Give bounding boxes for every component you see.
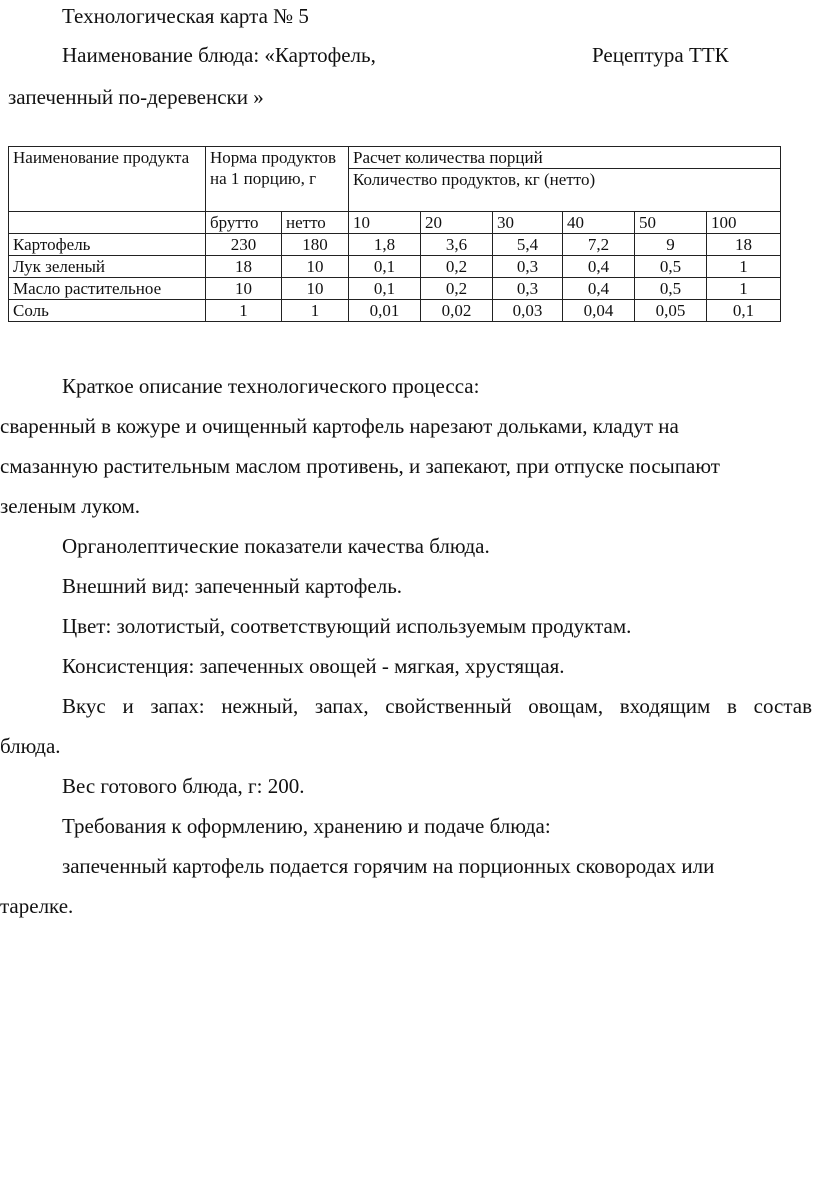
process-section: [0, 366, 812, 926]
requirements-title: Требования к оформлению, хранению и подаче блюда:: [62, 814, 551, 838]
qty-value: 0,05: [635, 300, 707, 322]
portion-10: 10: [349, 212, 421, 234]
brutto-value: 230: [206, 234, 282, 256]
consistency-text: Консистенция: запеченных овощей - мягкая, хрустящая.: [62, 654, 565, 678]
qty-value: 18: [707, 234, 781, 256]
qty-value: 0,02: [421, 300, 493, 322]
qty-value: 9: [635, 234, 707, 256]
serve-text-2: тарелке.: [0, 894, 74, 918]
serve-line-1: [0, 846, 812, 886]
qty-value: 0,5: [635, 256, 707, 278]
header-brutto: брутто: [206, 212, 282, 234]
process-title: Краткое описание технологического процесса:: [62, 374, 480, 398]
portion-40: 40: [563, 212, 635, 234]
recipe-table: [8, 146, 781, 322]
taste-text-2: блюда.: [0, 734, 61, 758]
header-product: Наименование продукта: [9, 147, 206, 212]
table-row: [9, 234, 781, 256]
qty-value: 1,8: [349, 234, 421, 256]
appearance-text: Внешний вид: запеченный картофель.: [62, 574, 403, 598]
card-title: Технологическая карта № 5: [62, 4, 309, 28]
product-name: Масло растительное: [9, 278, 206, 300]
netto-value: 10: [282, 256, 349, 278]
brutto-value: 1: [206, 300, 282, 322]
brutto-value: 18: [206, 256, 282, 278]
qty-value: 0,1: [349, 256, 421, 278]
weight-line: [0, 766, 812, 806]
recipe-label: Рецептура ТТК: [592, 43, 729, 67]
header-calc: Расчет количества порций: [349, 147, 781, 169]
organoleptic-title: Органолептические показатели качества блюда.: [62, 534, 490, 558]
consistency-line: [0, 646, 812, 686]
portion-20: 20: [421, 212, 493, 234]
qty-value: 0,1: [349, 278, 421, 300]
qty-value: 0,2: [421, 256, 493, 278]
product-name: Картофель: [9, 234, 206, 256]
process-text-1: сваренный в кожуре и очищенный картофель нарезают дольками, кладут на: [0, 414, 679, 438]
organoleptic-line: [0, 526, 812, 566]
header-netto: нетто: [282, 212, 349, 234]
qty-value: 3,6: [421, 234, 493, 256]
process-title-line: [0, 366, 812, 406]
taste-text-1: Вкус и запах: нежный, запах, свойственный овощам, входящим в состав: [62, 694, 812, 718]
qty-value: 0,5: [635, 278, 707, 300]
qty-value: 1: [707, 278, 781, 300]
product-name: Лук зеленый: [9, 256, 206, 278]
portion-50: 50: [635, 212, 707, 234]
qty-value: 7,2: [563, 234, 635, 256]
table-row: [9, 300, 781, 322]
qty-value: 0,4: [563, 278, 635, 300]
brutto-value: 10: [206, 278, 282, 300]
netto-value: 1: [282, 300, 349, 322]
qty-value: 0,01: [349, 300, 421, 322]
netto-value: 180: [282, 234, 349, 256]
qty-value: 0,2: [421, 278, 493, 300]
portion-100: 100: [707, 212, 781, 234]
header-norm: Норма продуктов на 1 порцию, г: [206, 147, 349, 212]
dish-name-label: Наименование блюда: «Картофель,: [62, 43, 376, 67]
qty-value: 0,3: [493, 278, 563, 300]
netto-value: 10: [282, 278, 349, 300]
serve-text-1: запеченный картофель подается горячим на порционных сковородах или: [62, 854, 715, 878]
qty-value: 0,1: [707, 300, 781, 322]
qty-value: 0,03: [493, 300, 563, 322]
product-name: Соль: [9, 300, 206, 322]
process-text-2: смазанную растительным маслом противень, и запекают, при отпуске посыпают: [0, 454, 720, 478]
dish-name-continuation: запеченный по-деревенски »: [8, 85, 264, 109]
appearance-line: [0, 566, 812, 606]
color-text: Цвет: золотистый, соответствующий используемым продуктам.: [62, 614, 632, 638]
portion-30: 30: [493, 212, 563, 234]
table-row: [9, 256, 781, 278]
table-row: [9, 278, 781, 300]
color-line: [0, 606, 812, 646]
qty-value: 0,04: [563, 300, 635, 322]
qty-value: 0,3: [493, 256, 563, 278]
qty-value: 5,4: [493, 234, 563, 256]
qty-value: 0,4: [563, 256, 635, 278]
header-empty-cell: [9, 212, 206, 234]
process-text-3: зеленым луком.: [0, 494, 141, 518]
header-quantity: Количество продуктов, кг (нетто): [349, 169, 781, 212]
weight-text: Вес готового блюда, г: 200.: [62, 774, 305, 798]
requirements-line: [0, 806, 812, 846]
qty-value: 1: [707, 256, 781, 278]
taste-line-1: [0, 686, 812, 726]
